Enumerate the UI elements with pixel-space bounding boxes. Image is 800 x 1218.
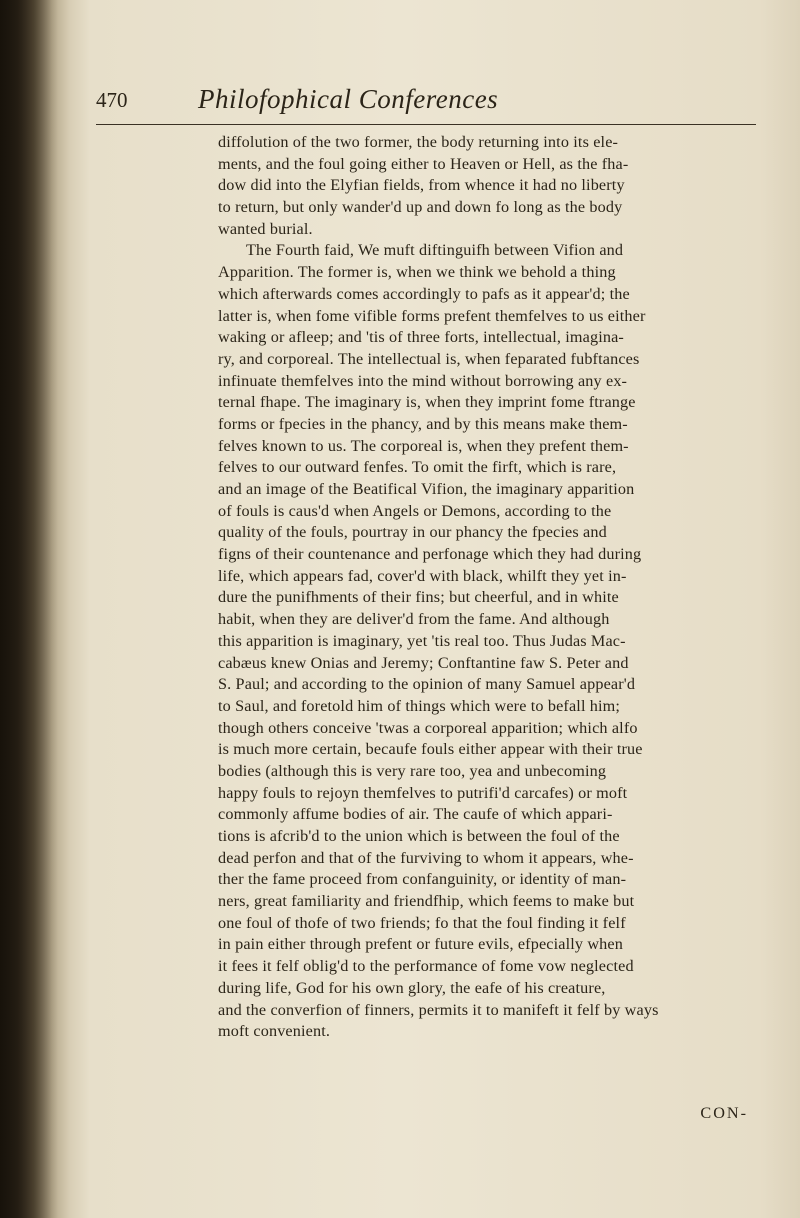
text-line: happy fouls to rejoyn themfelves to putrifi'd carcafes) or moft (218, 783, 628, 802)
text-line: this apparition is imaginary, yet 'tis real too. Thus Judas Mac- (218, 631, 626, 650)
text-line: dow did into the Elyfian fields, from whence it had no liberty (218, 176, 625, 195)
text-line: to return, but only wander'd up and down fo long as the body (218, 198, 623, 217)
text-line: ners, great familiarity and friendfhip, which feems to make but (218, 892, 635, 911)
text-line: it fees it felf oblig'd to the performance of fome vow neglected (218, 957, 634, 976)
text-line: dead perfon and that of the furviving to whom it appears, whe- (218, 848, 634, 867)
page-header (96, 84, 756, 124)
text-line: to Saul, and foretold him of things which were to befall him; (218, 696, 621, 715)
text-line: life, which appears fad, cover'd with black, whilft they yet in- (218, 566, 627, 585)
text-line: felves to our outward fenfes. To omit the firft, which is rare, (218, 458, 617, 477)
text-line: infinuate themfelves into the mind without borrowing any ex- (218, 371, 628, 390)
text-line: ments, and the foul going either to Heaven or Hell, as the fha- (218, 154, 629, 173)
body-text (218, 132, 758, 1125)
text-line: habit, when they are deliver'd from the fame. And although (218, 610, 610, 629)
text-line: though others conceive 'twas a corporeal apparition; which alfo (218, 718, 638, 737)
running-title: Philofophical Conferences (198, 84, 499, 114)
text-line: ternal fhape. The imaginary is, when they imprint fome ftrange (218, 393, 636, 412)
text-line: latter is, when fome vifible forms prefent themfelves to us either (218, 306, 646, 325)
text-line: tions is afcrib'd to the union which is between the foul of the (218, 827, 620, 845)
text-line: felves known to us. The corporeal is, when they prefent them- (218, 436, 629, 455)
text-line: commonly affume bodies of air. The caufe of which appari- (218, 805, 613, 824)
spacer (218, 1043, 758, 1103)
text-line: ry, and corporeal. The intellectual is, when feparated fubftances (218, 349, 640, 368)
text-line: and the converfion of finners, permits it to manifeft it felf by ways (218, 1000, 659, 1019)
binding-gutter (0, 0, 58, 1218)
text-line: Apparition. The former is, when we think we behold a thing (218, 263, 616, 282)
text-line: of fouls is caus'd when Angels or Demons, according to the (218, 501, 612, 520)
text-line: bodies (although this is very rare too, yea and unbecoming (218, 761, 607, 780)
text-line: in pain either through prefent or future evils, efpecially when (218, 935, 624, 954)
text-line: moft convenient. (218, 1022, 331, 1041)
text-line: diffolution of the two former, the body returning into its ele- (218, 133, 619, 151)
text-line: S. Paul; and according to the opinion of many Samuel appear'd (218, 675, 636, 694)
text-line: during life, God for his own glory, the eafe of his creature, (218, 978, 606, 997)
text-line: wanted burial. (218, 219, 313, 238)
text-line: is much more certain, becaufe fouls either appear with their true (218, 740, 643, 759)
text-line: which afterwards comes accordingly to pafs as it appear'd; the (218, 284, 630, 303)
text-line: waking or afleep; and 'tis of three forts, intellectual, imagina- (218, 328, 624, 347)
text-line: and an image of the Beatifical Vifion, the imaginary apparition (218, 480, 635, 498)
text-line: The Fourth faid, We muft diftinguifh between Vifion and (246, 241, 624, 260)
text-line: figns of their countenance and perfonage which they had during (218, 545, 642, 564)
text-line: cabæus knew Onias and Jeremy; Conftantine faw S. Peter and (218, 653, 629, 672)
header-rule (96, 124, 756, 125)
text-line: forms or fpecies in the phancy, and by this means make them- (218, 414, 628, 433)
text-line: quality of the fouls, pourtray in our phancy the fpecies and (218, 523, 607, 542)
catchword: CON- (700, 1103, 748, 1122)
text-line: ther the fame proceed from confanguinity, or identity of man- (218, 870, 627, 889)
page-number: 470 (96, 88, 128, 112)
text-line: one foul of thofe of two friends; fo that the foul finding it felf (218, 913, 626, 932)
text-line: dure the punifhments of their fins; but cheerful, and in white (218, 588, 619, 607)
